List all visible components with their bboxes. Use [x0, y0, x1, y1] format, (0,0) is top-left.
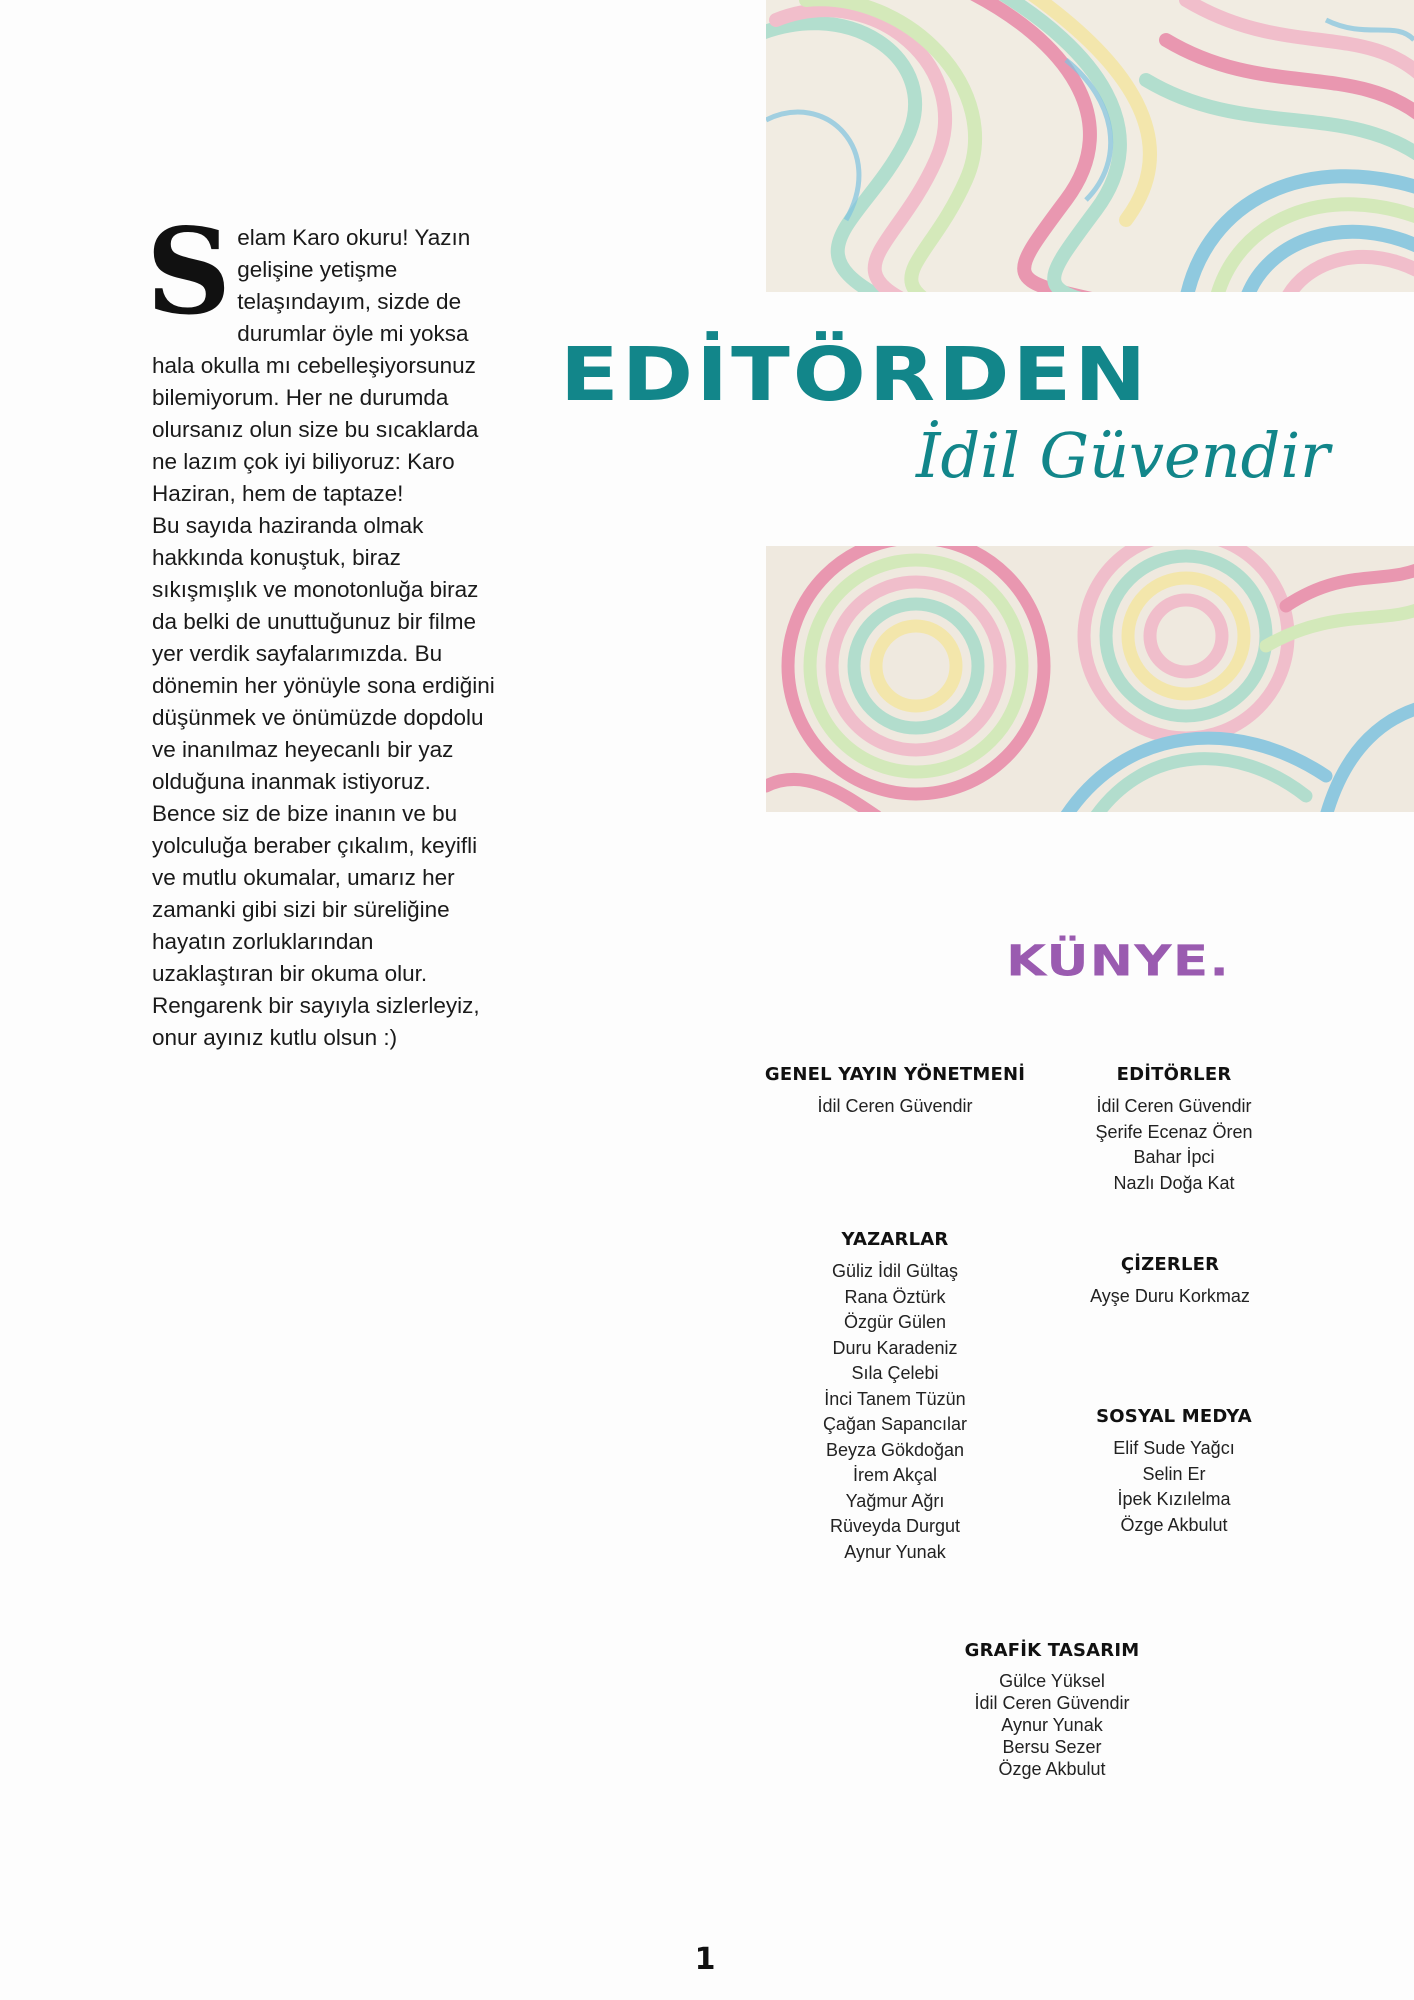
credits-section-social-media	[1054, 1406, 1294, 1538]
credits-heading: KÜNYE.	[1006, 936, 1231, 986]
section-title: EDİTÖRLER	[1116, 1064, 1232, 1085]
credit-name: Duru Karadeniz	[832, 1337, 958, 1358]
section-title: GRAFİK TASARIM	[964, 1640, 1140, 1661]
credit-name: Güliz İdil Gültaş	[831, 1261, 959, 1281]
editor-letter	[146, 202, 498, 1054]
credit-name: İdil Ceren Güvendir	[817, 1096, 973, 1116]
credits-section-writers	[770, 1229, 1020, 1565]
credit-name: Beyza Gökdoğan	[825, 1439, 965, 1460]
credit-name: Elif Sude Yağcı	[1113, 1438, 1235, 1458]
letter-paragraph-3: Rengarenk bir sayıyla sizlerleyiz, onur ayınız kutlu olsun :)	[152, 993, 480, 1050]
credit-name: İrem Akçal	[852, 1465, 938, 1485]
credit-name: Özge Akbulut	[998, 1759, 1106, 1779]
credit-name: Şerife Ecenaz Ören	[1095, 1121, 1253, 1142]
credit-name: Sıla Çelebi	[851, 1363, 939, 1383]
credit-name: Rüveyda Durgut	[829, 1516, 961, 1536]
page-number: 1	[694, 1942, 716, 1977]
section-title: GENEL YAYIN YÖNETMENİ	[764, 1064, 1026, 1085]
section-title: SOSYAL MEDYA	[1096, 1406, 1252, 1427]
page-title: EDİTÖRDEN	[560, 331, 1150, 418]
credit-name: Özgür Gülen	[843, 1312, 947, 1332]
credit-name: Selin Er	[1142, 1463, 1206, 1484]
credits-section-graphic-design	[932, 1640, 1172, 1780]
credit-name: Aynur Yunak	[1001, 1715, 1103, 1735]
letter-paragraph-1: elam Karo okuru! Yazın gelişine yetişme telaşındayım, sizde de durumlar öyle mi yoksa hala okulla mı cebelleşiyorsunuz bilemiyorum. Her ne durumda olursanız olun size bu sıcaklarda ne lazım çok iyi biliyoruz: Karo Haziran, hem de taptaze!	[152, 225, 479, 506]
credit-name: Aynur Yunak	[844, 1541, 946, 1562]
credit-name: Nazlı Doğa Kat	[1113, 1172, 1235, 1193]
credit-name: İpek Kızılelma	[1117, 1489, 1231, 1509]
credit-name: İnci Tanem Tüzün	[824, 1388, 966, 1409]
author-name: İdil Güvendir	[916, 419, 1330, 492]
credit-name: İdil Ceren Güvendir	[974, 1693, 1130, 1713]
credit-name: Gülce Yüksel	[999, 1671, 1105, 1691]
credits-section-illustrators	[1050, 1254, 1290, 1310]
credit-name: İdil Ceren Güvendir	[1096, 1096, 1252, 1116]
section-title: YAZARLAR	[841, 1229, 949, 1250]
abstract-swirl-painting-middle	[766, 546, 1414, 812]
credit-name: Bersu Sezer	[1002, 1737, 1102, 1757]
drop-cap: S	[146, 202, 232, 341]
credit-name: Çağan Sapancılar	[822, 1414, 968, 1434]
credit-name: Yağmur Ağrı	[845, 1490, 945, 1511]
letter-paragraph-2: Bu sayıda haziranda olmak hakkında konuştuk, biraz sıkışmışlık ve monotonluğa biraz da belki de unuttuğunuz bir filme yer verdik sayfalarımızda. Bu dönemin her yönüyle sona erdiğini düşünmek ve önümüzde dopdolu ve inanılmaz heyecanlı bir yaz olduğuna inanmak istiyoruz. Bence siz de bize inanın ve bu yolculuğa beraber çıkalım, keyifli ve mutlu okumalar, umarız her zamanki gibi sizi bir süreliğine hayatın zorluklarından uzaklaştıran bir okuma olur.	[152, 513, 495, 986]
section-title: ÇİZERLER	[1120, 1254, 1220, 1275]
credit-name: Ayşe Duru Korkmaz	[1090, 1286, 1250, 1306]
credit-name: Bahar İpci	[1133, 1147, 1215, 1167]
credits-section-editor-in-chief	[755, 1064, 1035, 1120]
abstract-swirl-painting-top	[766, 0, 1414, 292]
credits-section-editors	[1054, 1064, 1294, 1196]
credit-name: Özge Akbulut	[1120, 1514, 1228, 1535]
credit-name: Rana Öztürk	[844, 1286, 946, 1307]
